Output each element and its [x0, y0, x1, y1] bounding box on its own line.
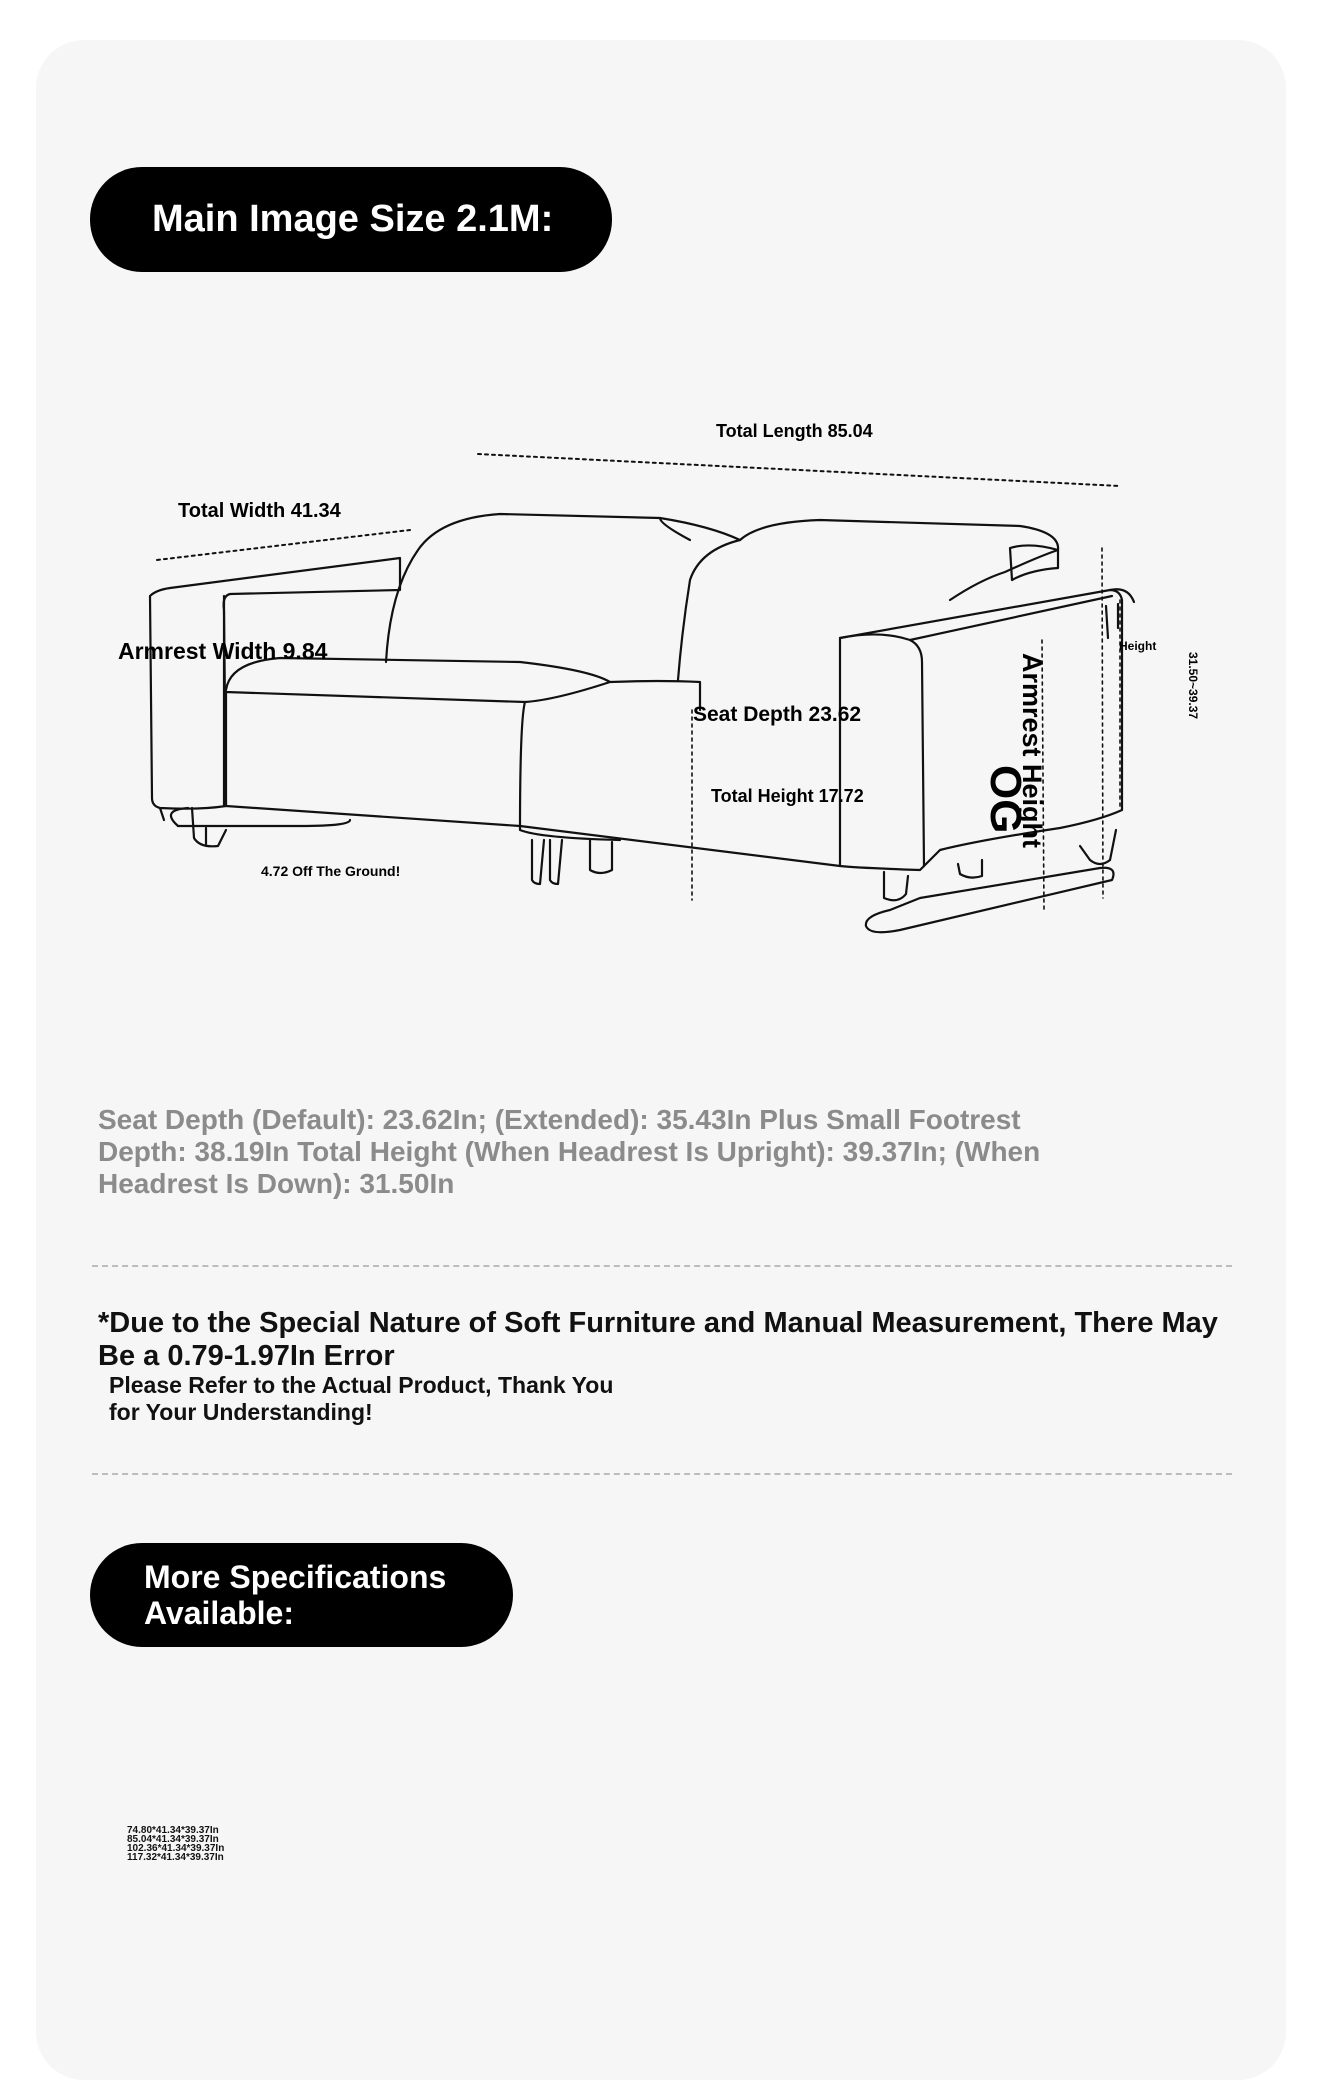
divider [92, 1473, 1232, 1475]
size-options-list [127, 1826, 224, 1862]
total-width-label: Total Width 41.34 [178, 500, 341, 522]
seat-height-description: Seat Depth (Default): 23.62In; (Extended): 35.43In Plus Small Footrest Depth: 38.19In Total Height (When Headrest Is Upright): 39.37In; (When Headrest Is Down): 31.50In [98, 1104, 1041, 1199]
seat-depth-label: Seat Depth 23.62 [693, 703, 862, 726]
off-ground-label: 4.72 Off The Ground! [261, 863, 401, 879]
height-label: Height [1119, 639, 1157, 653]
size-option: 85.04*41.34*39.37In [127, 1834, 219, 1845]
size-option: 102.36*41.34*39.37In [127, 1843, 225, 1854]
armrest-height-label: Armrest Height [1017, 653, 1047, 849]
height-range-label: 31.50~39.37 [1186, 652, 1200, 720]
more-specs-heading: More Specifications Available: [90, 1543, 513, 1647]
armrest-height-value: OG [981, 765, 1030, 834]
divider [92, 1265, 1232, 1267]
armrest-width-label: Armrest Width 9.84 [118, 638, 328, 664]
error-notice: *Due to the Special Nature of Soft Furniture and Manual Measurement, There May Be a 0.79-1.97In Error [98, 1307, 1218, 1372]
content-card [36, 40, 1286, 2080]
size-option: 74.80*41.34*39.37In [127, 1825, 219, 1836]
error-notice-sub: Please Refer to the Actual Product, Thank You for Your Understanding! [109, 1372, 614, 1425]
total-length-label: Total Length 85.04 [716, 421, 873, 441]
main-image-size-heading: Main Image Size 2.1M: [90, 167, 612, 272]
size-option: 117.32*41.34*39.37In [127, 1852, 224, 1863]
total-height-label: Total Height 17.72 [711, 786, 864, 806]
